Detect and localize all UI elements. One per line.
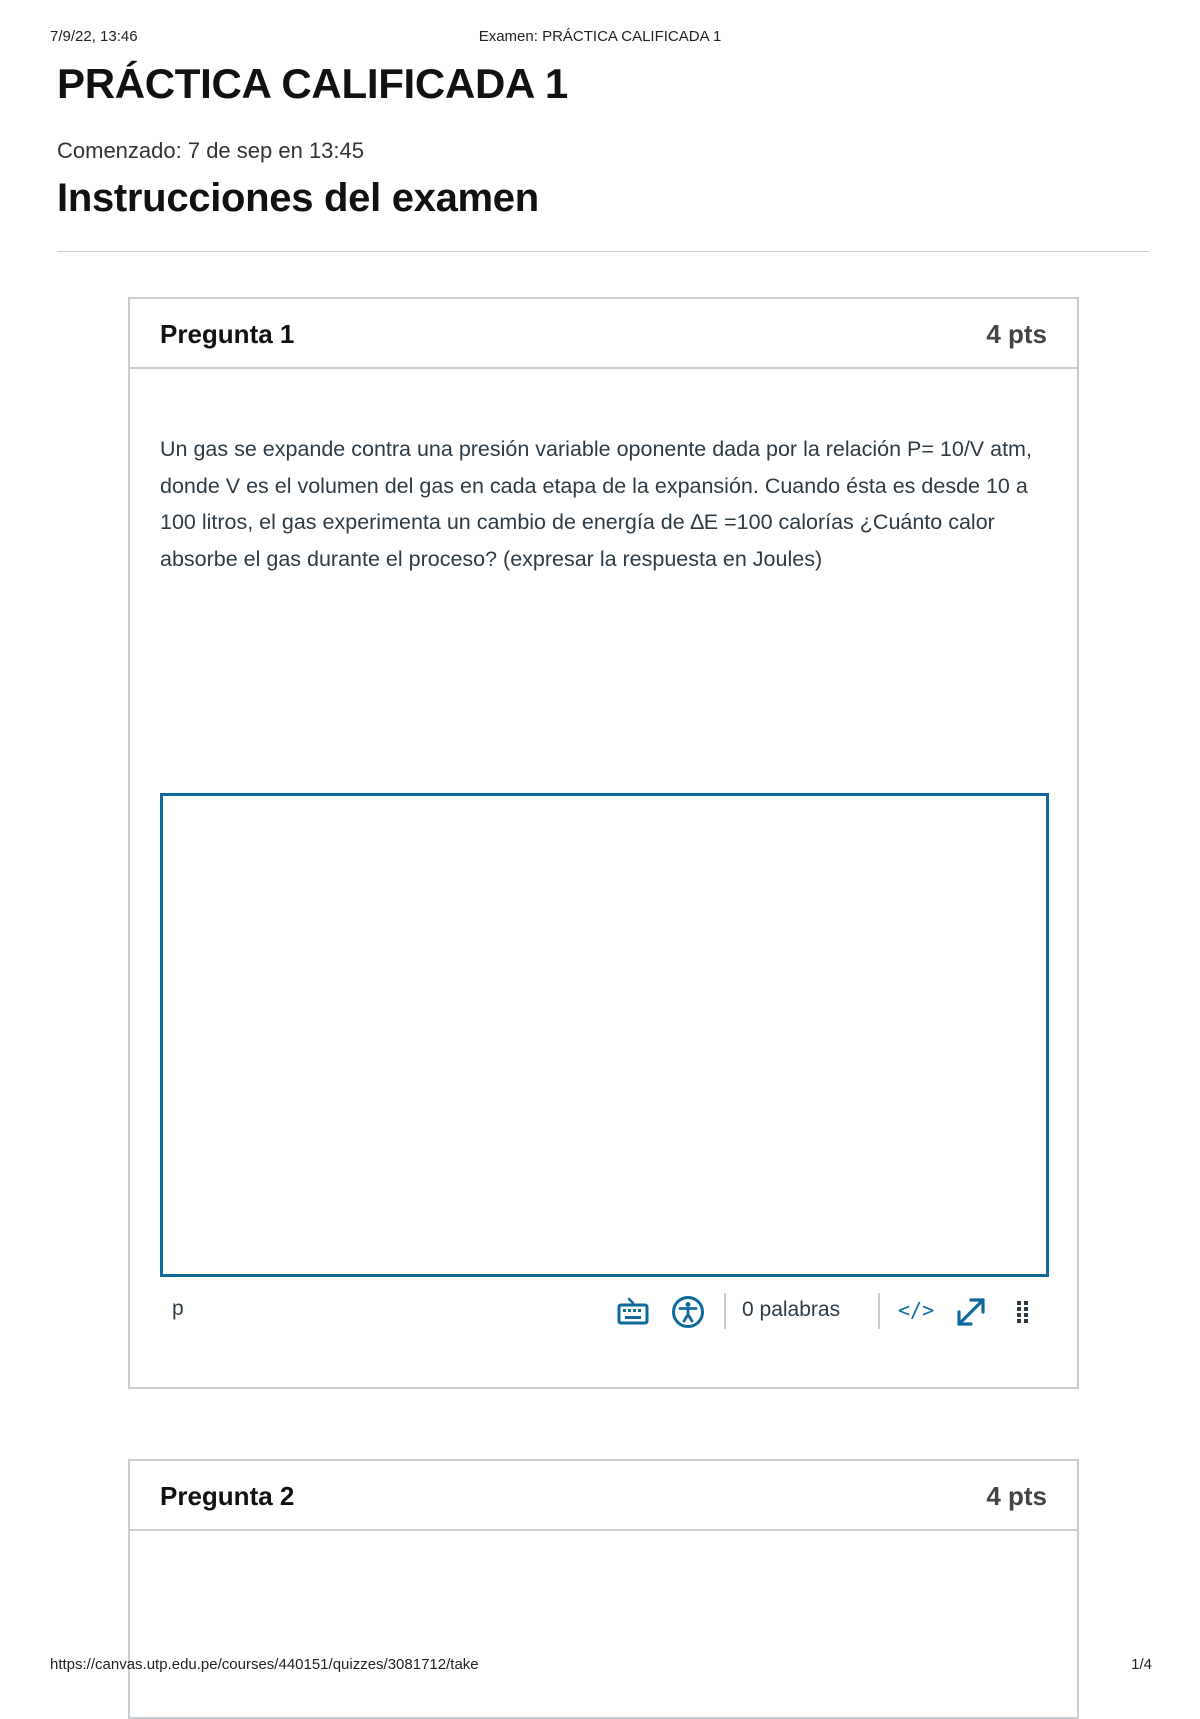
- status-separator: [878, 1293, 880, 1329]
- question-header: [130, 1461, 1077, 1531]
- print-datetime: 7/9/22, 13:46: [50, 28, 138, 45]
- instructions-heading: Instrucciones del examen: [57, 176, 539, 220]
- accessibility-icon[interactable]: [671, 1295, 705, 1329]
- divider: [57, 251, 1149, 252]
- question-text: Un gas se expande contra una presión variable oponente dada por la relación P= 10/V atm, donde V es el volumen del gas en cada etapa de la expansión. Cuando ésta es desde 10 a 100 litros, el gas experimenta un cambio de energía de ∆E =100 calorías ¿Cuánto calor absorbe el gas durante el proceso? (expresar la respuesta en Joules): [160, 437, 1032, 571]
- question-points: 4 pts: [986, 1481, 1047, 1511]
- started-timestamp: Comenzado: 7 de sep en 13:45: [57, 138, 365, 163]
- page-number: 1/4: [1131, 1656, 1152, 1673]
- print-url: https://canvas.utp.edu.pe/courses/440151/quizzes/3081712/take: [50, 1656, 479, 1673]
- html-editor-icon[interactable]: </>: [898, 1298, 935, 1322]
- print-title: Examen: PRÁCTICA CALIFICADA 1: [478, 28, 722, 45]
- question-points: 4 pts: [986, 319, 1047, 349]
- element-path[interactable]: p: [172, 1297, 184, 1320]
- editor-status-bar: [160, 1289, 1049, 1331]
- question-card-2: [128, 1459, 1079, 1719]
- keyboard-icon[interactable]: [616, 1295, 650, 1329]
- question-name: Pregunta 1: [160, 319, 295, 349]
- question-card-1: [128, 297, 1079, 1389]
- status-separator: [724, 1293, 726, 1329]
- answer-editor[interactable]: [160, 793, 1049, 1277]
- page-title: PRÁCTICA CALIFICADA 1: [57, 60, 568, 107]
- resize-handle-icon[interactable]: [1006, 1295, 1040, 1329]
- fullscreen-icon[interactable]: [954, 1295, 988, 1329]
- word-count[interactable]: 0 palabras: [742, 1298, 841, 1321]
- question-header: [130, 299, 1077, 369]
- question-name: Pregunta 2: [160, 1481, 295, 1511]
